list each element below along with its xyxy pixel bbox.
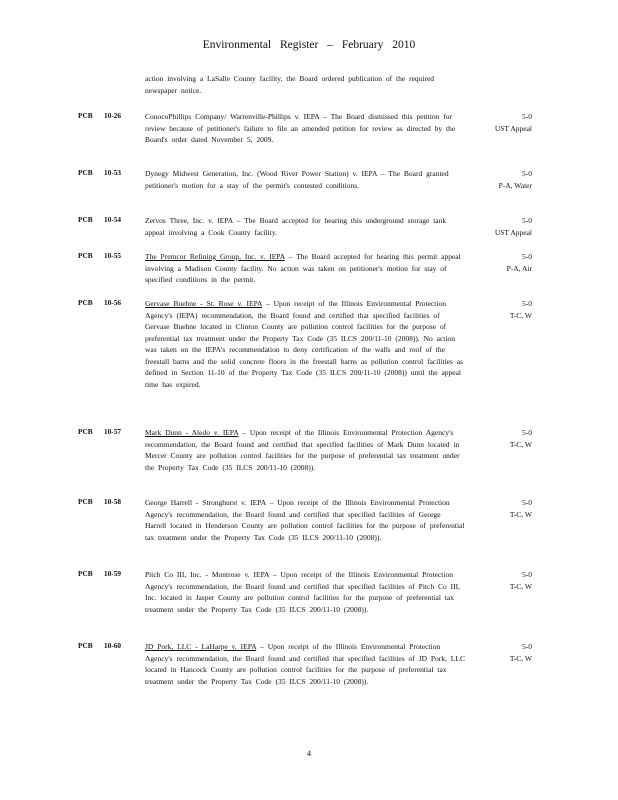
page-header: Environmental Register – February 2010 [202, 39, 416, 51]
case-prefix: PCB [78, 569, 93, 578]
case-number: 10-53 [104, 168, 122, 177]
case-number: 10-55 [104, 251, 122, 260]
vote: 5-0 [522, 216, 532, 225]
case-caption: Gervase Buehne - St. Rose v. IEPA [145, 299, 263, 308]
case-caption: Mark Dunn - Aledo v. IEPA [145, 428, 239, 437]
entry-text: ConocoPhillips Company/ Warrenville-Phillips v. IEPA – The Board dismissed this petition for review because of petitioner's failure to file an amended petition for review as directed by the Board's order dated November 5, 2009. [145, 112, 456, 144]
vote: 5-0 [522, 299, 532, 308]
vote: 5-0 [522, 252, 532, 261]
case-type: P-A, Air [506, 263, 532, 273]
vote: 5-0 [522, 428, 532, 437]
case-number: 10-57 [104, 427, 122, 436]
case-prefix: PCB [78, 641, 93, 650]
entry-text: Zervos Three, Inc. v. IEPA – The Board accepted for hearing this underground storage tank appeal involving a Cook County facility. [145, 216, 447, 237]
entry-body [145, 215, 465, 238]
case-type: T-C, W [509, 439, 532, 449]
case-prefix: PCB [78, 111, 93, 120]
entry-body [145, 298, 465, 390]
continuation-text: action involving a LaSalle County facility, the Board ordered publication of the required newspaper notice. [145, 74, 435, 95]
entry-text: Pitch Co III, Inc. - Montrose v. IEPA – Upon receipt of the Illinois Environmental Protection Agency's recommendation, the Board found and certified that specified facilities of Pitch Co III, Inc. located in Jasper County are pollution control facilities for the purpose of preferential tax treatment under the Property Tax Code (35 ILCS 200/11-10 (2008)). [145, 570, 460, 614]
vote: 5-0 [522, 498, 532, 507]
entry-meta [499, 168, 532, 191]
entry-meta [510, 569, 532, 592]
entry-body [145, 251, 465, 286]
case-number: 10-60 [104, 641, 122, 650]
case-prefix: PCB [78, 497, 93, 506]
entry-meta [510, 298, 532, 321]
case-prefix: PCB [78, 251, 93, 260]
vote: 5-0 [522, 112, 532, 121]
case-type: T-C, W [509, 310, 532, 320]
case-prefix: PCB [78, 427, 93, 436]
entry-body [145, 111, 465, 146]
case-prefix: PCB [78, 168, 93, 177]
page-number: 4 [307, 749, 311, 758]
case-number: 10-56 [104, 298, 122, 307]
entry-text: – Upon receipt of the Illinois Environmental Protection Agency's recommendation, the Board found and certified that specified facilities of Mark Dunn located in Mercer County are pollution control facilities for the purpose of preferential tax treatment under the Property Tax Code (35 ILCS 200/11-10 (2008)). [145, 428, 460, 472]
case-type: UST Appeal [494, 227, 532, 237]
case-type: UST Appeal [494, 123, 532, 133]
vote: 5-0 [522, 642, 532, 651]
entry-body [145, 168, 465, 191]
case-type: T-C, W [509, 581, 532, 591]
case-type: P-A, Water [498, 180, 532, 190]
vote: 5-0 [522, 169, 532, 178]
entry-meta [495, 111, 532, 134]
entry-body [145, 427, 465, 473]
entry-meta [507, 251, 532, 274]
entry-meta [510, 427, 532, 450]
case-prefix: PCB [78, 215, 93, 224]
entry-body [145, 641, 465, 687]
case-number: 10-54 [104, 215, 122, 224]
entry-text: – The Board accepted for hearing this permit appeal involving a Madison County facility. No action was taken on petitioner's motion for stay of specified conditions in the permit. [145, 252, 461, 284]
entry-text: – Upon receipt of the Illinois Environmental Protection Agency's recommendation, the Board found and certified that specified facilities of JD Pork, LLC located in Hancock County are pollution control facilities for the purpose of preferential tax treatment under the Property Tax Code (35 ILCS 200/11-10 (2008)). [145, 642, 465, 686]
case-caption: The Premcor Refining Group, Inc. v. IEPA [145, 252, 285, 261]
entry-meta [510, 497, 532, 520]
entry-text: Dynegy Midwest Generation, Inc. (Wood River Power Station) v. IEPA – The Board granted petitioner's motion for a stay of the permit's contested conditions. [145, 169, 449, 190]
vote: 5-0 [522, 570, 532, 579]
entry-meta [510, 641, 532, 664]
case-number: 10-59 [104, 569, 122, 578]
entry-body [145, 569, 465, 615]
case-prefix: PCB [78, 298, 93, 307]
entry-body [145, 497, 465, 543]
entry-text: George Harrell - Stronghurst v. IEPA – Upon receipt of the Illinois Environmental Protection Agency's recommendation, the Board found and certified that specified facilities of George Harrell located in Henderson County are pollution control facilities for the purpose of preferential tax treatment under the Property Tax Code (35 ILCS 200/11-10 (2008)). [145, 498, 465, 542]
entry-text: – Upon receipt of the Illinois Environmental Protection Agency's (IEPA) recommendation, the Board found and certified that specified facilities of Gervase Buehne located in Clinton County are pollution control facilities for the purpose of preferential tax treatment under the Property Tax Code (35 ILCS 200/11-10 (2008)). No action was taken on the IEPA's recommendation to deny certification of the walls and roof of the freestall barns and the solid concrete floors in the freestall barns as pollution control facilities as defined in Section 11-10 of the Property Tax Code (35 ILCS 200/11-10 (2008)) until the appeal time has expired. [145, 299, 464, 389]
case-caption: JD Pork, LLC - LaHarpe v. IEPA [145, 642, 257, 651]
case-type: T-C, W [509, 509, 532, 519]
case-number: 10-58 [104, 497, 122, 506]
entry-meta [495, 215, 532, 238]
case-number: 10-26 [104, 111, 122, 120]
case-type: T-C, W [509, 653, 532, 663]
